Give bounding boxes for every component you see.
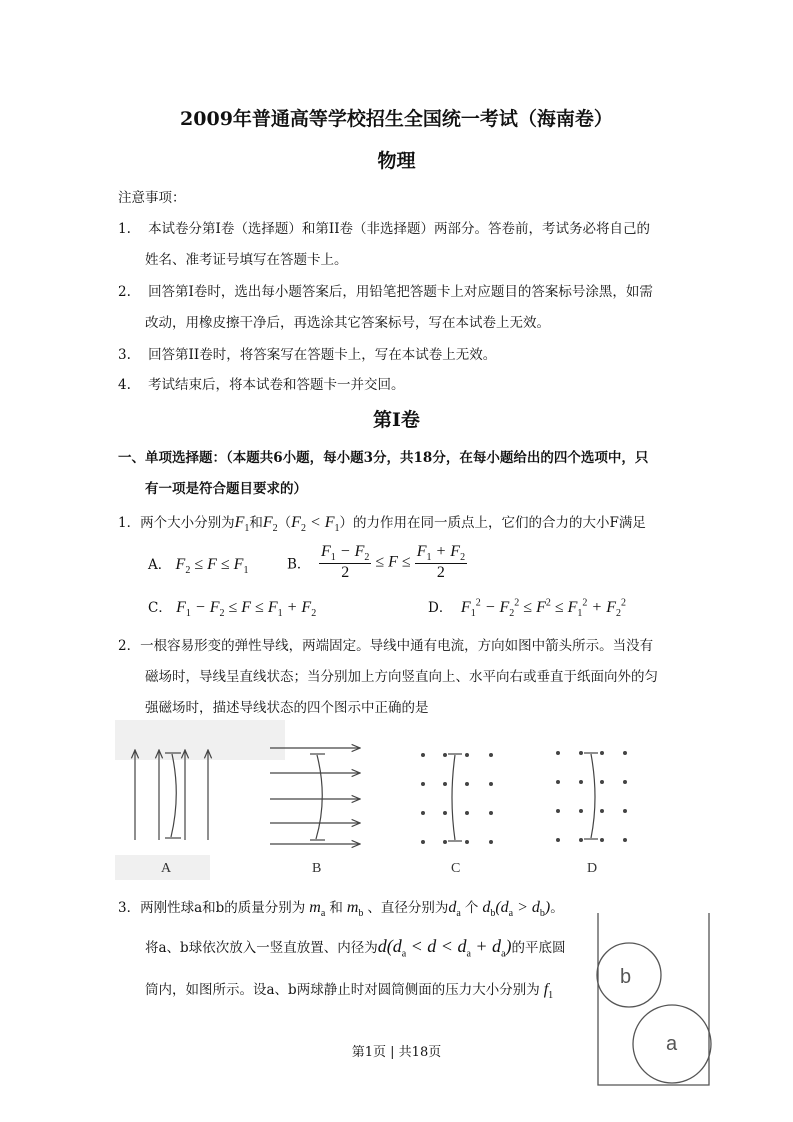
ball-label-a: a (666, 1033, 678, 1055)
page-footer: 第1页 | 共18页 (351, 1045, 442, 1060)
item-text: 考试结束后，将本试卷和答题卡一并交回。 (148, 377, 405, 393)
question-2-cont: 强磁场时，描述导线状态的四个图示中正确的是 (145, 700, 429, 716)
item-number: 4. (118, 377, 131, 393)
question-2 (118, 634, 653, 654)
ball-label-b: b (620, 966, 632, 988)
part1-heading: 一、单项选择题：（本题共6小题，每小题3分，共18分，在每小题给出的四个选项中，只 (118, 450, 649, 466)
math-option-b: ≤ F ≤ (371, 553, 415, 571)
math-f1: $F_1$ (234, 514, 250, 535)
q-text: 、直径分别为 (367, 900, 449, 916)
math-condition: $F_2 < F_1$ (291, 514, 340, 535)
figure-label-c: C (451, 861, 461, 876)
item-text: 回答第I卷时，选出每小题答案后，用铅笔把答题卡上对应题目的答案标号涂黑，如需 (148, 284, 653, 300)
notice-item-1 (118, 217, 650, 237)
option-d (428, 596, 626, 619)
q-text: ） (339, 515, 354, 531)
item-number: 2. (118, 284, 131, 300)
figure-label-a: A (161, 861, 172, 876)
question-3-cont (145, 978, 553, 1001)
figure-b (270, 748, 360, 844)
question-number: 3． (118, 900, 141, 916)
question-2-cont: 磁场时，导线呈直线状态；当分别加上方向竖直向上、水平向右或垂直于纸面向外的匀 (145, 669, 658, 685)
question-3-cont (145, 936, 566, 960)
figure-label-d: D (587, 861, 598, 876)
notice-item-3 (118, 343, 496, 363)
math-d-range: $d(d_a < d < d_a + d_a)$ (377, 936, 512, 960)
math-f2: $F_2$ (262, 514, 278, 535)
q-text: 将a、b球依次放入一竖直放置、内径为 (145, 940, 378, 956)
figure-a (135, 750, 208, 840)
question-3 (118, 896, 564, 919)
subject-title: 物理 (377, 150, 416, 172)
math-option-d: $F_1^2 - F_2^2 \le F^2 \le F_1^2 + F_2^2$ (460, 597, 626, 620)
q-text: 两刚性球a和b的质量分别为 (140, 900, 306, 916)
question-number: 1． (118, 515, 141, 531)
option-c (148, 596, 316, 619)
item-text: 回答第II卷时，将答案写在答题卡上，写在本试卷上无效。 (148, 347, 497, 363)
item-text: 本试卷分第I卷（选择题）和第II卷（非选择题）两部分。答卷前，考试务必将自己的 (148, 221, 651, 237)
math-option-a: $F_2 \le F \le F_1$ (175, 556, 249, 577)
option-label: A． (148, 557, 172, 573)
math-fraction: $\frac{F_1 + F_2}{2}$ (416, 543, 466, 582)
q-text: 和 (329, 900, 343, 916)
q-text: 个 (464, 900, 479, 916)
option-b (287, 543, 467, 582)
q-text: 的平底圆 (511, 940, 566, 956)
math-fraction: $\frac{F_1 - F_2}{2}$ (321, 543, 370, 582)
option-label: B． (287, 556, 311, 573)
item-number: 1. (118, 221, 131, 237)
question-number: 2． (118, 638, 141, 654)
notice-item-2-cont: 改动，用橡皮擦干净后，再选涂其它答案标号，写在本试卷上无效。 (145, 315, 550, 331)
figure-label-b: B (312, 861, 322, 876)
question-1 (118, 511, 646, 534)
q-text: 一根容易形变的弹性导线，两端固定。导线中通有电流，方向如图中箭头所示。当没有 (140, 638, 654, 654)
math-ma: $m_a$ (305, 899, 326, 920)
math-db: $d_b(d_a > d_b)$ (478, 899, 551, 920)
q-text: 两个大小分别为 (140, 515, 235, 531)
figure-d (556, 751, 627, 842)
figure-c (421, 753, 493, 844)
option-a (148, 553, 248, 576)
option-label: D． (428, 600, 453, 616)
notice-item-4 (118, 373, 405, 393)
item-number: 3. (118, 347, 131, 363)
q-text: 筒内，如图所示。设a、b两球静止时对圆筒侧面的压力大小分别为 (145, 982, 540, 998)
cylinder-figure (590, 905, 720, 1105)
notice-heading: 注意事项： (118, 190, 186, 206)
wire-figures (115, 720, 635, 885)
q-text: （ (277, 515, 292, 531)
math-option-c: $F_1 - F_2 \le F \le F_1 + F_2$ (176, 599, 317, 620)
q-text: 的力作用在同一质点上，它们的合力的大小F满足 (353, 515, 646, 531)
math-da: $d_a$ (448, 899, 461, 920)
q-text: 和 (249, 515, 263, 531)
q-text: 。 (550, 900, 564, 916)
exam-title: 2009年普通高等学校招生全国统一考试（海南卷） (180, 108, 613, 130)
math-mb: $m_b$ (342, 899, 364, 920)
part1-heading-cont: 有一项是符合题目要求的） (145, 481, 307, 497)
notice-item-2 (118, 280, 653, 300)
math-f1: $f_1$ (539, 981, 554, 1002)
option-label: C． (148, 600, 172, 616)
notice-item-1-cont: 姓名、准考证号填写在答题卡上。 (145, 252, 348, 268)
section-title: 第I卷 (373, 409, 420, 431)
